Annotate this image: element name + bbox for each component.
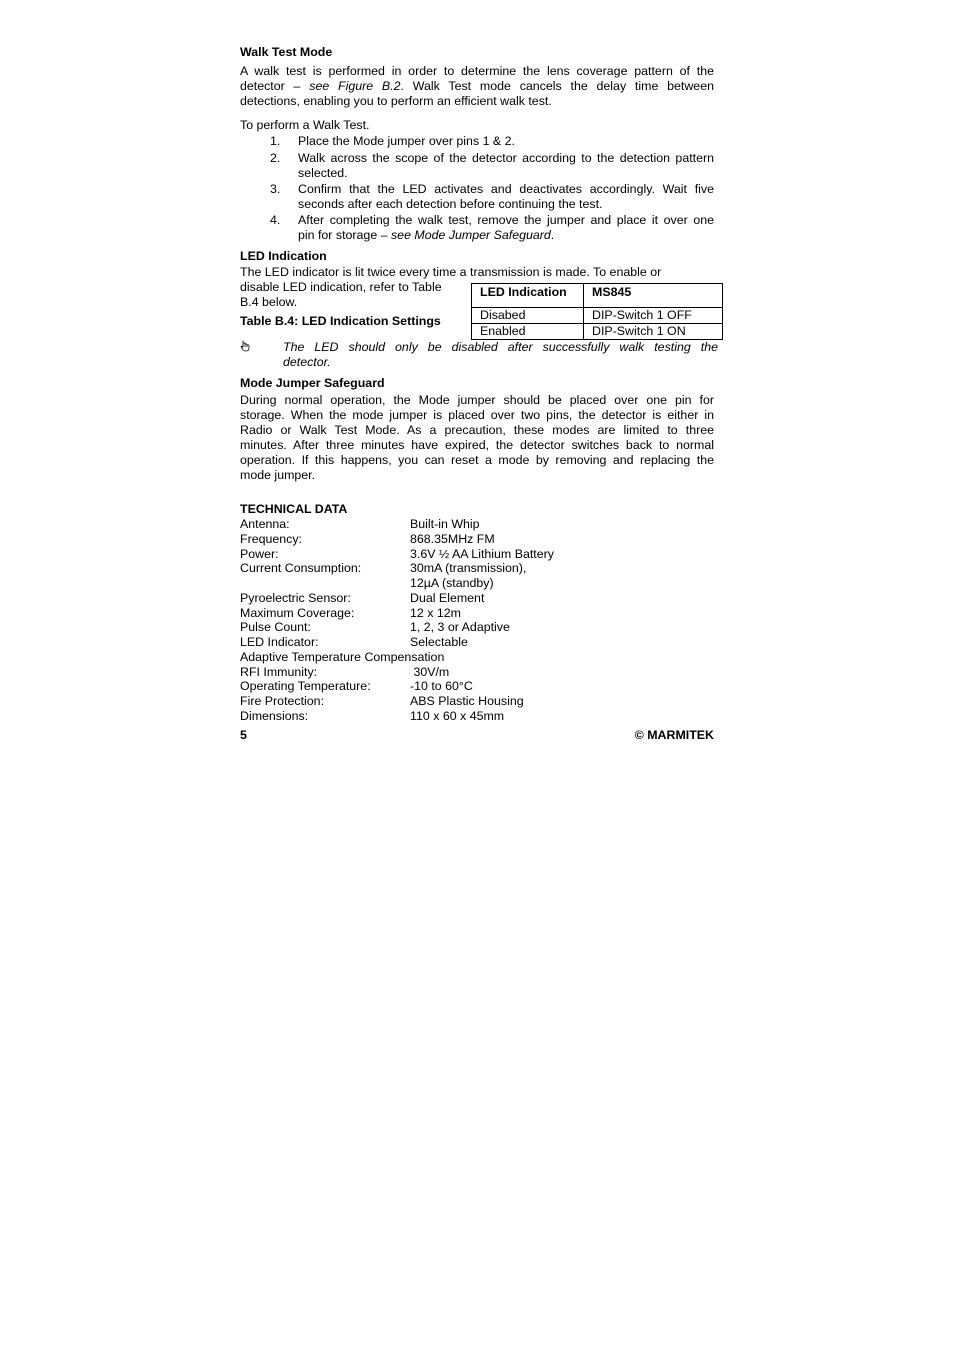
spec-label: Antenna: — [240, 517, 290, 531]
page-number: 5 — [240, 728, 247, 742]
table-row — [472, 308, 723, 324]
walk-para-text: . Walk Test mode cancels the delay time between — [400, 79, 714, 93]
spec-row — [240, 650, 714, 665]
table-header-row — [472, 284, 723, 308]
spec-row — [240, 532, 714, 547]
led-para-line-1: The LED indicator is lit twice every time a transmission is made. To enable or — [240, 265, 662, 279]
led-indication-heading: LED Indication — [240, 249, 327, 263]
step-text-part: . — [550, 228, 555, 242]
step-text: After completing the walk test, remove the jumper and place it over one — [298, 213, 714, 227]
spec-value: 30mA (transmission), — [410, 561, 527, 575]
spec-row — [240, 576, 714, 591]
spec-label: RFI Immunity: — [240, 665, 318, 679]
led-para-line-3: B.4 below. — [240, 295, 298, 309]
spec-label: Frequency: — [240, 532, 302, 546]
spec-row — [240, 591, 714, 606]
spec-value: 30V/m — [410, 665, 450, 679]
spec-label: Maximum Coverage: — [240, 606, 355, 620]
spec-row — [240, 709, 714, 724]
step-text: selected. — [298, 166, 348, 180]
table-row — [472, 324, 723, 340]
spec-value: 868.35MHz FM — [410, 532, 495, 546]
paragraph-line: During normal operation, the Mode jumper should be placed over one pin for — [240, 393, 714, 407]
spec-row — [240, 635, 714, 650]
table-cell: Enabled — [472, 324, 584, 340]
spec-row — [240, 561, 714, 576]
mode-jumper-heading: Mode Jumper Safeguard — [240, 376, 385, 390]
section-reference: see Mode Jumper Safeguard — [390, 228, 551, 242]
paragraph-line: minutes. After three minutes have expired, the detector switches back to normal — [240, 438, 714, 452]
note-line-2: detector. — [283, 355, 331, 369]
spec-label: LED Indicator: — [240, 635, 319, 649]
spec-value: Dual Element — [410, 591, 485, 605]
technical-data-heading: TECHNICAL DATA — [240, 502, 348, 516]
spec-row — [240, 606, 714, 621]
step-text — [298, 228, 714, 244]
spec-value: 1, 2, 3 or Adaptive — [410, 620, 510, 634]
spec-label: Dimensions: — [240, 709, 309, 723]
paragraph-line: Radio or Walk Test Mode. As a precaution, these modes are limited to three — [240, 423, 714, 437]
spec-value: Selectable — [410, 635, 468, 649]
walk-para-line-1: A walk test is performed in order to determine the lens coverage pattern of the — [240, 64, 714, 78]
spec-value: Built-in Whip — [410, 517, 480, 531]
spec-row — [240, 665, 714, 680]
table-cell: DIP-Switch 1 OFF — [584, 308, 723, 324]
step-text: Confirm that the LED activates and deactivates accordingly. Wait five — [298, 182, 714, 196]
step-text: Walk across the scope of the detector according to the detection pattern — [298, 151, 714, 165]
table-cell: DIP-Switch 1 ON — [584, 324, 723, 340]
spec-row — [240, 620, 714, 635]
spec-row — [240, 517, 714, 532]
step-number: 4. — [270, 213, 281, 227]
paragraph-line: operation. If this happens, you can reset a mode by removing and replacing the — [240, 453, 714, 467]
paragraph-line: mode jumper. — [240, 468, 316, 482]
spec-value: 110 x 60 x 45mm — [410, 709, 505, 723]
spec-label: Adaptive Temperature Compensation — [240, 650, 445, 664]
step-number: 2. — [270, 151, 281, 165]
spec-value: 12 x 12m — [410, 606, 461, 620]
spec-row — [240, 547, 714, 562]
step-text: seconds after each detection before continuing the test. — [298, 197, 603, 211]
walk-intro: To perform a Walk Test. — [240, 118, 370, 132]
spec-label: Pyroelectric Sensor: — [240, 591, 351, 605]
step-text: Place the Mode jumper over pins 1 & 2. — [298, 134, 515, 148]
spec-label: Operating Temperature: — [240, 679, 371, 693]
figure-reference: see Figure B.2 — [309, 79, 401, 93]
footer-brand: © MARMITEK — [634, 728, 714, 742]
spec-value: 3.6V ½ AA Lithium Battery — [410, 547, 554, 561]
step-number: 1. — [270, 134, 281, 148]
walk-para-text: detector – — [240, 79, 310, 93]
led-settings-table — [471, 283, 723, 340]
spec-value: ABS Plastic Housing — [410, 694, 524, 708]
spec-label: Pulse Count: — [240, 620, 311, 634]
walk-para-line-3: detections, enabling you to perform an efficient walk test. — [240, 94, 552, 108]
spec-label: Fire Protection: — [240, 694, 325, 708]
table-header-cell: LED Indication — [472, 284, 584, 308]
spec-row — [240, 679, 714, 694]
walk-test-heading: Walk Test Mode — [240, 45, 333, 59]
spec-value: 12µA (standby) — [410, 576, 494, 590]
table-header-cell: MS845 — [584, 284, 723, 308]
spec-label: Power: — [240, 547, 279, 561]
table-cell: Disabed — [472, 308, 584, 324]
step-text-part: pin for storage – — [298, 228, 391, 242]
walk-para-line-2 — [240, 79, 714, 94]
step-number: 3. — [270, 182, 281, 196]
spec-label: Current Consumption: — [240, 561, 362, 575]
note-line-1: The LED should only be disabled after successfully walk testing the — [283, 340, 718, 354]
paragraph-line: storage. When the mode jumper is placed over two pins, the detector is either in — [240, 408, 714, 422]
table-caption: Table B.4: LED Indication Settings — [240, 314, 441, 328]
mode-jumper-paragraph — [240, 393, 714, 483]
spec-row — [240, 694, 714, 709]
hand-pointer-icon — [240, 339, 252, 352]
led-para-line-2: disable LED indication, refer to Table — [240, 280, 442, 294]
spec-value: -10 to 60°C — [410, 679, 473, 693]
